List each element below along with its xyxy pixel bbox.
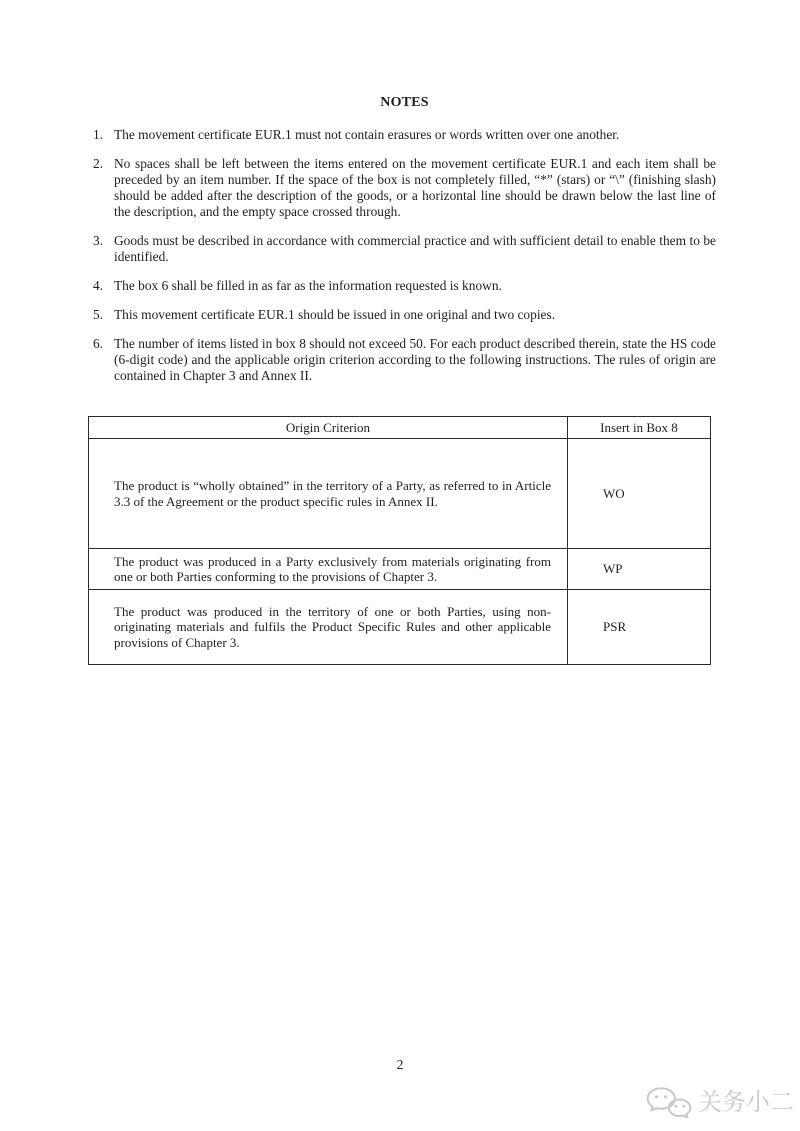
criterion-text: The product is “wholly obtained” in the territory of a Party, as referred to in Article 3.3 of the Agreement or the product specific rules in Annex II. bbox=[89, 439, 568, 549]
column-header-insert-in-box-8: Insert in Box 8 bbox=[568, 417, 711, 439]
note-number: 2. bbox=[93, 156, 104, 171]
criterion-code: WO bbox=[568, 439, 711, 549]
criterion-code: WP bbox=[568, 549, 711, 590]
note-item-6 bbox=[93, 336, 716, 384]
note-item-1 bbox=[93, 127, 716, 143]
note-text: The movement certificate EUR.1 must not contain erasures or words written over one another. bbox=[114, 127, 620, 142]
criterion-code: PSR bbox=[568, 590, 711, 665]
note-text: The box 6 shall be filled in as far as the information requested is known. bbox=[114, 278, 502, 293]
table-header-row bbox=[89, 417, 711, 439]
note-number: 6. bbox=[93, 336, 104, 351]
watermark-label: 关务小二 bbox=[698, 1089, 794, 1116]
note-text: The number of items listed in box 8 should not exceed 50. For each product described therein, state the HS code (6-digit code) and the applicable origin criterion according to the following instructions. The rules of origin are contained in Chapter 3 and Annex II. bbox=[114, 336, 716, 383]
page-number: 2 bbox=[396, 1057, 404, 1072]
note-text: This movement certificate EUR.1 should be issued in one original and two copies. bbox=[114, 307, 556, 322]
criterion-text: The product was produced in a Party exclusively from materials originating from one or both Parties conforming to the provisions of Chapter 3. bbox=[89, 549, 568, 590]
note-number: 4. bbox=[93, 278, 104, 293]
watermark bbox=[645, 1086, 794, 1120]
column-header-origin-criterion: Origin Criterion bbox=[89, 417, 568, 439]
table-row bbox=[89, 590, 711, 665]
note-number: 5. bbox=[93, 307, 104, 322]
criterion-text: The product was produced in the territory of one or both Parties, using non-originating materials and fulfils the Product Specific Rules and other applicable provisions of Chapter 3. bbox=[89, 590, 568, 665]
table-row bbox=[89, 549, 711, 590]
note-text: Goods must be described in accordance with commercial practice and with sufficient detail to enable them to be identified. bbox=[114, 233, 716, 264]
table-row bbox=[89, 439, 711, 549]
note-number: 3. bbox=[93, 233, 104, 248]
origin-criterion-table bbox=[88, 416, 711, 665]
page-title: NOTES bbox=[380, 95, 429, 110]
note-item-3 bbox=[93, 233, 716, 265]
wechat-icon bbox=[645, 1086, 693, 1120]
note-number: 1. bbox=[93, 127, 104, 142]
note-text: No spaces shall be left between the items entered on the movement certificate EUR.1 and each item shall be preceded by an item number. If the space of the box is not completely filled, “*” (stars) or “\” (finishing slash) should be added after the description of the goods, or a horizontal line should be drawn below the last line of the description, and the empty space crossed through. bbox=[114, 156, 716, 219]
page-content bbox=[93, 95, 716, 665]
note-item-4 bbox=[93, 278, 716, 294]
note-item-5 bbox=[93, 307, 716, 323]
note-item-2 bbox=[93, 156, 716, 220]
